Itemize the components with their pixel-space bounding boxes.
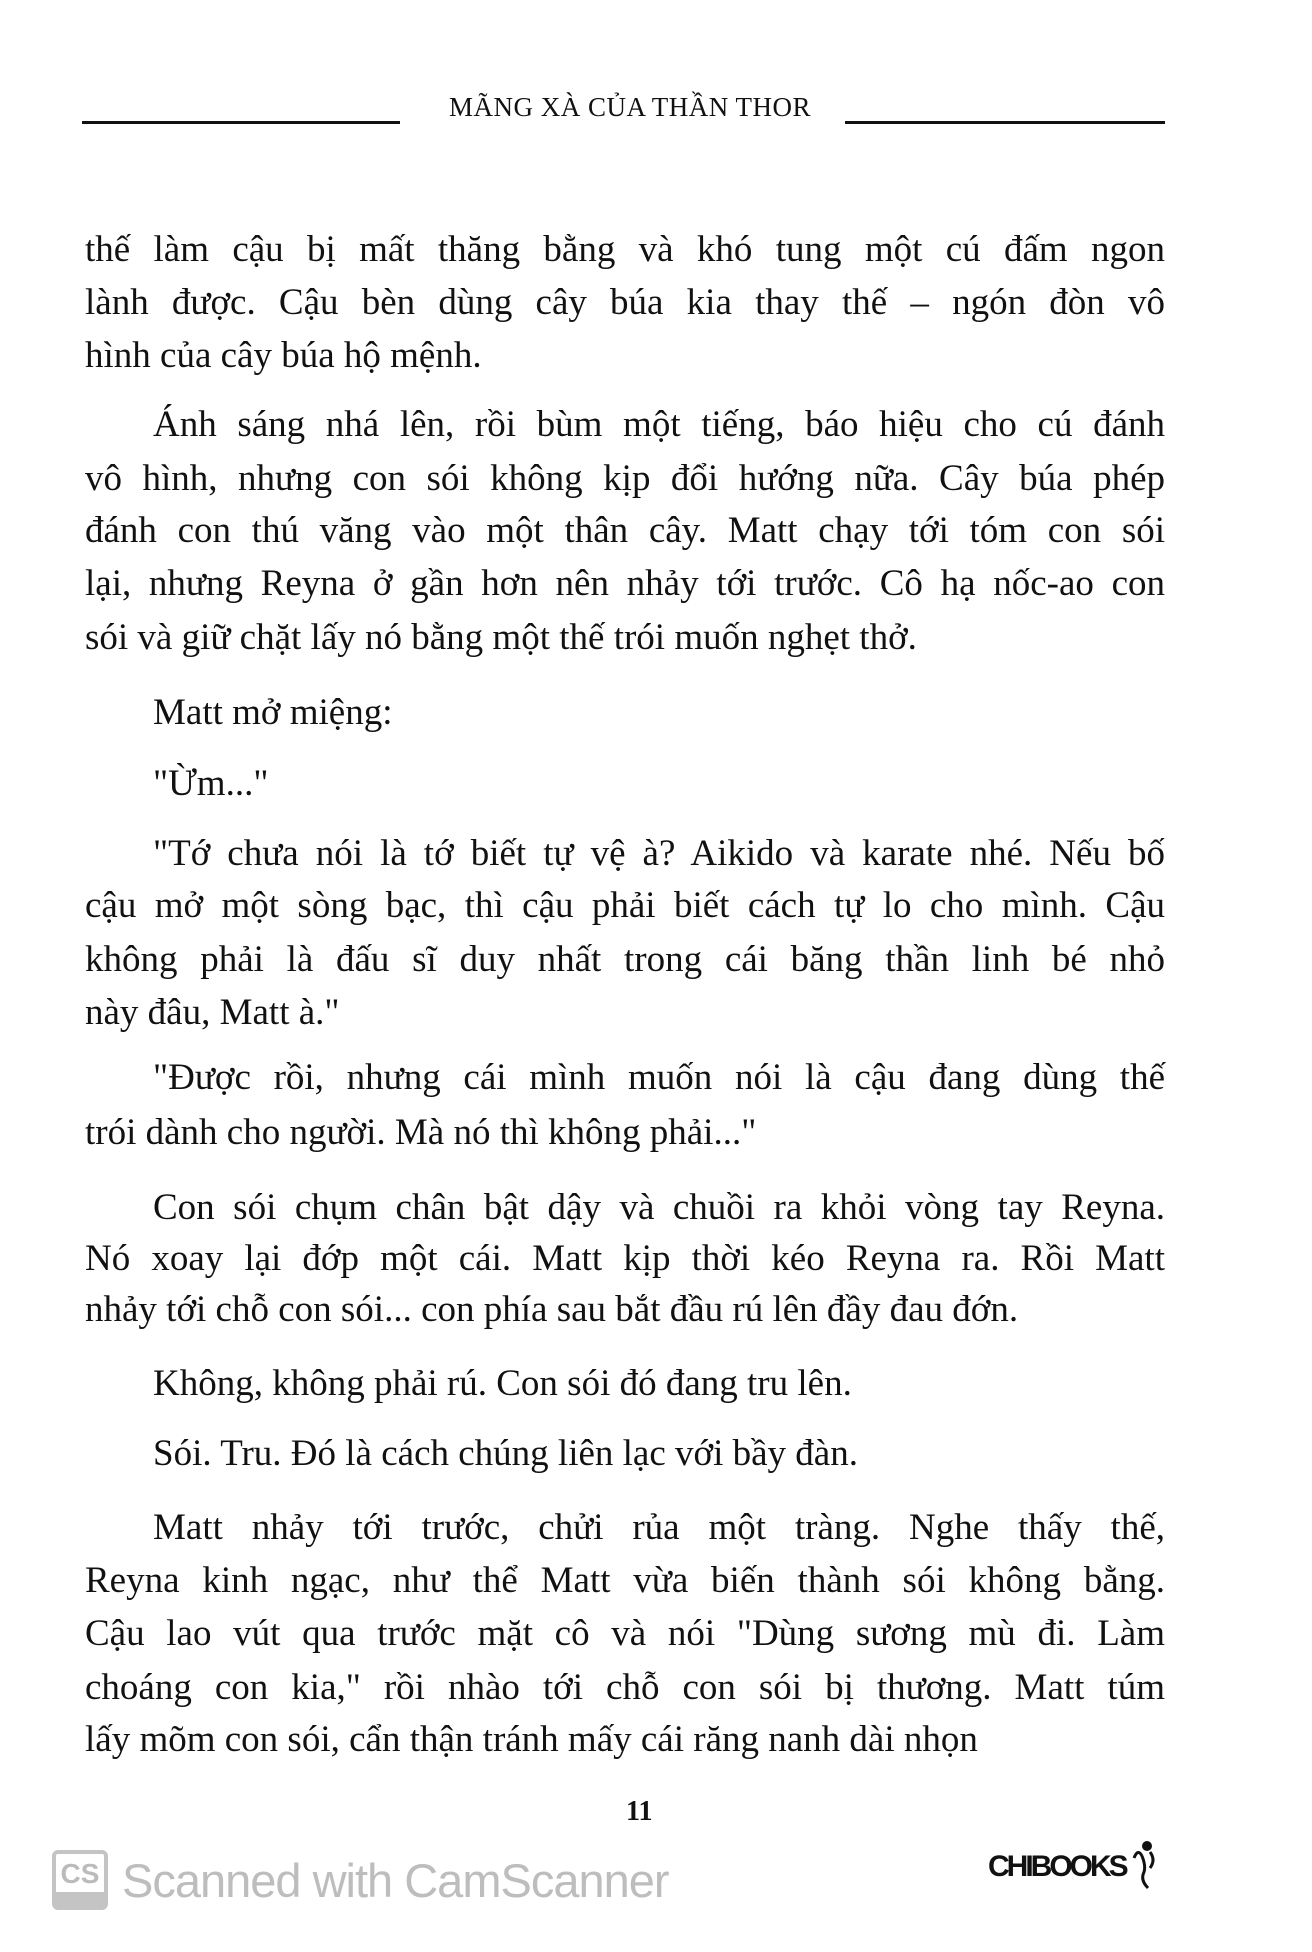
text-line: lành được. Cậu bèn dùng cây búa kia thay thế – ngón đòn vô (85, 282, 1165, 323)
text-line: nhảy tới chỗ con sói... con phía sau bắt đầu rú lên đầy đau đớn. (85, 1289, 1019, 1330)
text-line: "Được rồi, nhưng cái mình muốn nói là cậu đang dùng thế (153, 1057, 1165, 1098)
text-line: Nó xoay lại đớp một cái. Matt kịp thời kéo Reyna ra. Rồi Matt (85, 1238, 1165, 1279)
text-line: không phải là đấu sĩ duy nhất trong cái băng thần linh bé nhỏ (85, 939, 1165, 980)
publisher-logo (988, 1850, 1158, 1892)
camscanner-logo-icon: CS (52, 1850, 108, 1910)
text-line: Con sói chụm chân bật dậy và chuồi ra khỏi vòng tay Reyna. (153, 1187, 1165, 1228)
text-line: Matt nhảy tới trước, chửi rủa một tràng. Nghe thấy thế, (153, 1507, 1165, 1548)
text-line: Cậu lao vút qua trước mặt cô và nói "Dùng sương mù đi. Làm (85, 1613, 1165, 1654)
dancing-figure-icon (1128, 1840, 1158, 1892)
text-line: Matt mở miệng: (153, 692, 393, 733)
text-line: Reyna kinh ngạc, như thể Matt vừa biến thành sói không bằng. (85, 1560, 1165, 1601)
text-line: "Tớ chưa nói là tớ biết tự vệ à? Aikido và karate nhé. Nếu bố (153, 833, 1165, 874)
text-line: choáng con kia," rồi nhào tới chỗ con sói bị thương. Matt túm (85, 1667, 1165, 1708)
text-line: vô hình, nhưng con sói không kịp đổi hướng nữa. Cây búa phép (85, 458, 1165, 499)
text-line: Không, không phải rú. Con sói đó đang tru lên. (153, 1363, 852, 1404)
text-line: thế làm cậu bị mất thăng bằng và khó tung một cú đấm ngon (85, 229, 1165, 270)
book-title-header: MÃNG XÀ CỦA THẦN THOR (448, 92, 812, 122)
text-line: lại, nhưng Reyna ở gần hơn nên nhảy tới trước. Cô hạ nốc-ao con (85, 563, 1165, 604)
publisher-logo-text: CHIBOOKS (988, 1850, 1126, 1883)
header-rule-right (845, 121, 1165, 124)
text-line: Ánh sáng nhá lên, rồi bùm một tiếng, báo hiệu cho cú đánh (153, 404, 1165, 445)
text-line: hình của cây búa hộ mệnh. (85, 335, 482, 376)
text-line: cậu mở một sòng bạc, thì cậu phải biết cách tự lo cho mình. Cậu (85, 885, 1165, 926)
text-line: Sói. Tru. Đó là cách chúng liên lạc với bầy đàn. (153, 1433, 858, 1474)
page-number: 11 (626, 1796, 653, 1827)
text-line: lấy mõm con sói, cẩn thận tránh mấy cái răng nanh dài nhọn (85, 1719, 978, 1760)
camscanner-watermark (52, 1850, 669, 1910)
watermark-text: Scanned with CamScanner (122, 1853, 669, 1907)
text-line: đánh con thú văng vào một thân cây. Matt chạy tới tóm con sói (85, 510, 1165, 551)
text-line: trói dành cho người. Mà nó thì không phải..." (85, 1112, 757, 1153)
header-rule-left (82, 121, 400, 124)
text-line: này đâu, Matt à." (85, 992, 340, 1033)
text-line: sói và giữ chặt lấy nó bằng một thế trói muốn nghẹt thở. (85, 617, 917, 658)
text-line: "Ừm..." (153, 763, 269, 804)
